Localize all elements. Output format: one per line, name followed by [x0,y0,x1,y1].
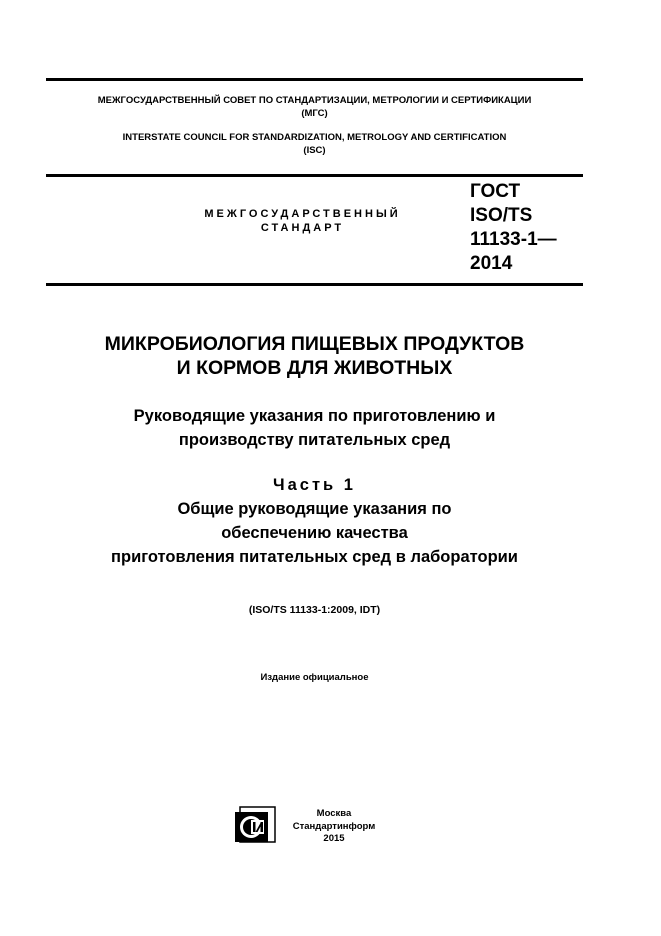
standard-code [470,180,590,276]
publisher-name: Стандартинформ [292,820,376,832]
council-name-ru-text: МЕЖГОСУДАРСТВЕННЫЙ СОВЕТ ПО СТАНДАРТИЗАЦИИ, МЕТРОЛОГИИ И СЕРТИФИКАЦИИ [97,95,532,106]
document-title-line: И КОРМОВ ДЛЯ ЖИВОТНЫХ [176,357,453,379]
iso-reference: (ISO/TS 11133-1:2009, IDT) [248,604,381,616]
publisher-info [283,808,385,846]
part-title-line: Общие руководящие указания по [177,500,452,518]
council-name-en [46,131,583,157]
standard-type-line1: МЕЖГОСУДАРСТВЕННЫЙ [204,208,401,220]
standard-type-label [160,207,445,235]
edition-label: Издание официальное [260,672,369,683]
document-subtitle-line: производству питательных сред [178,431,451,449]
part-title-line: обеспечению качества [221,524,408,542]
part-label: Часть 1 [273,476,356,494]
council-name-en-text: INTERSTATE COUNCIL FOR STANDARDIZATION, METROLOGY AND CERTIFICATION [122,132,507,143]
publisher-year: 2015 [323,833,345,844]
document-title [46,332,583,380]
document-title-line: МИКРОБИОЛОГИЯ ПИЩЕВЫХ ПРОДУКТОВ [104,333,525,355]
standard-code-line: ГОСТ [470,181,521,202]
standard-type-line2: СТАНДАРТ [260,222,345,234]
standard-code-line: 2014 [470,253,513,274]
part-title-line: приготовления питательных сред в лаборатории [111,548,518,566]
code-rule [46,283,583,286]
publisher-city: Москва [316,808,352,819]
council-abbr-ru: (МГС) [301,108,328,119]
standartinform-logo-icon [234,806,276,844]
document-subtitle-line: Руководящие указания по приготовлению и [133,407,496,425]
top-rule [46,78,583,81]
council-name-ru [46,94,583,120]
header-rule [46,174,583,177]
document-subtitle [46,404,583,452]
council-abbr-en: (ISC) [303,145,326,156]
standard-code-line: 11133-1— [470,229,557,250]
part-title [46,497,583,569]
standard-code-line: ISO/TS [470,205,533,226]
